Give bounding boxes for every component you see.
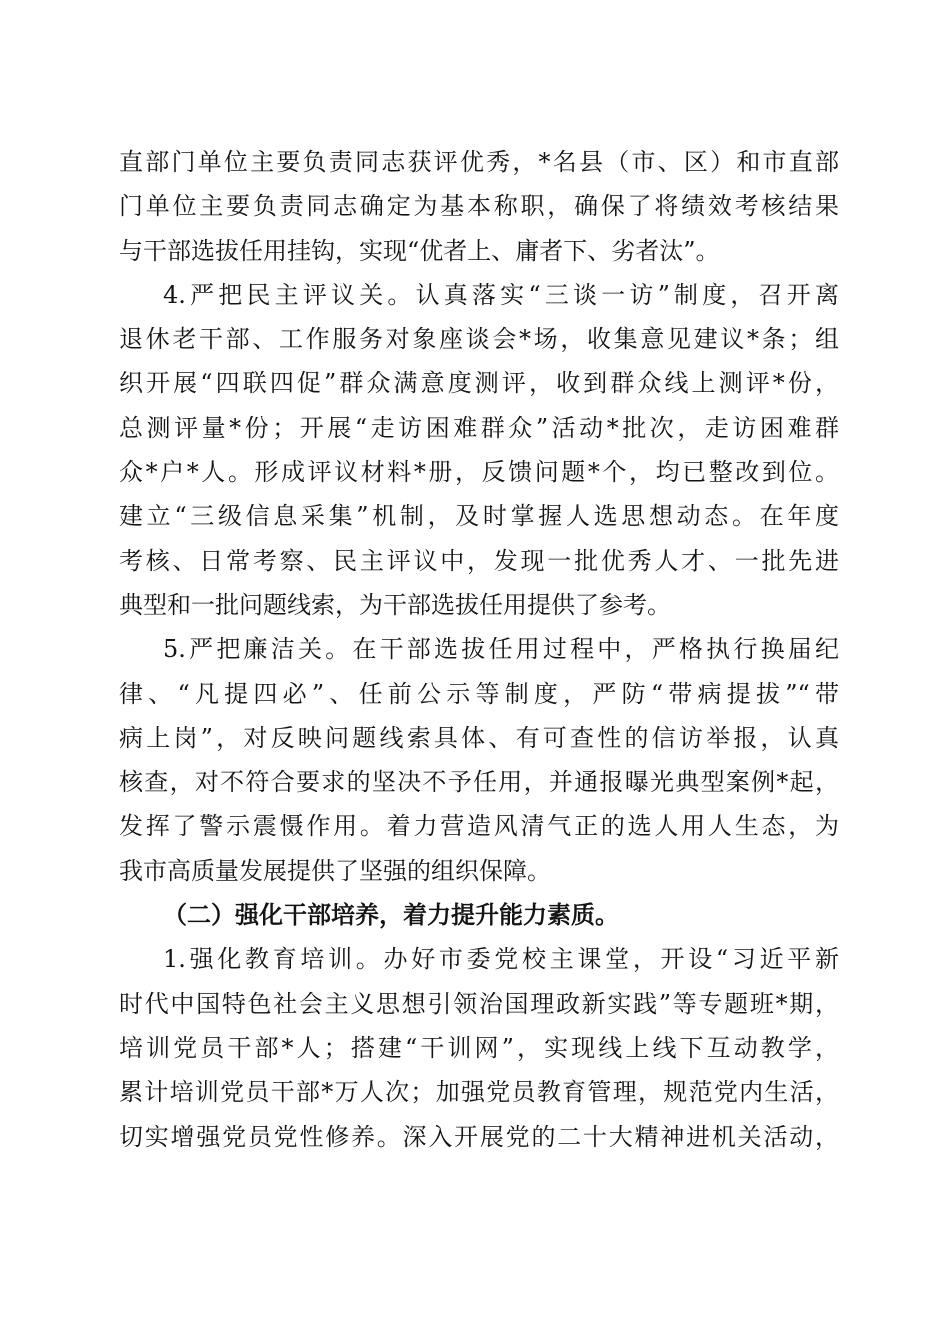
text-line: 建立“三级信息采集”机制，及时掌握人选思想动态。在年度 xyxy=(119,502,839,531)
text-line: 与干部选拔任用挂钩，实现“优者上、庸者下、劣者汰”。 xyxy=(119,236,720,265)
section-heading: （二）强化干部培养，着力提升能力素质。 xyxy=(163,900,619,930)
text-line: 切实增强党员党性修养。深入开展党的二十大精神进机关活动， xyxy=(119,1122,839,1151)
text-line: 1.强化教育培训。办好市委党校主课堂，开设“习近平新 xyxy=(163,945,839,974)
text-line: 病上岗”，对反映问题线索具体、有可查性的信访举报，认真 xyxy=(119,723,839,752)
text-line: 律、“凡提四必”、任前公示等制度，严防“带病提拔”“带 xyxy=(119,679,839,708)
text-line: 众*户*人。形成评议材料*册，反馈问题*个，均已整改到位。 xyxy=(119,458,839,487)
text-line: 时代中国特色社会主义思想引领治国理政新实践”等专题班*期， xyxy=(119,989,839,1018)
text-line: 核查，对不符合要求的坚决不予任用，并通报曝光典型案例*起， xyxy=(119,768,839,797)
text-line: 门单位主要负责同志确定为基本称职，确保了将绩效考核结果 xyxy=(119,192,839,221)
text-line: 4.严把民主评议关。认真落实“三谈一访”制度，召开离 xyxy=(163,280,839,309)
text-line: 累计培训党员干部*万人次；加强党员教育管理，规范党内生活， xyxy=(119,1078,839,1107)
text-line: 培训党员干部*人；搭建“干训网”，实现线上线下互动教学， xyxy=(119,1033,839,1062)
text-line: 总测评量*份；开展“走访困难群众”活动*批次，走访困难群 xyxy=(119,413,839,442)
text-line: 发挥了警示震慑作用。着力营造风清气正的选人用人生态，为 xyxy=(119,812,839,841)
text-line: 直部门单位主要负责同志获评优秀，*名县（市、区）和市直部 xyxy=(119,148,839,176)
document-body xyxy=(119,140,839,1159)
text-line: 织开展“四联四促”群众满意度测评，收到群众线上测评*份， xyxy=(119,369,839,398)
text-line: 考核、日常考察、民主评议中，发现一批优秀人才、一批先进 xyxy=(119,546,839,575)
text-line: 5.严把廉洁关。在干部选拔任用过程中，严格执行换届纪 xyxy=(163,635,839,664)
text-line: 退休老干部、工作服务对象座谈会*场，收集意见建议*条；组 xyxy=(119,325,839,354)
text-line: 我市高质量发展提供了坚强的组织保障。 xyxy=(119,856,551,885)
text-line: 典型和一批问题线索，为干部选拔任用提供了参考。 xyxy=(119,590,671,619)
